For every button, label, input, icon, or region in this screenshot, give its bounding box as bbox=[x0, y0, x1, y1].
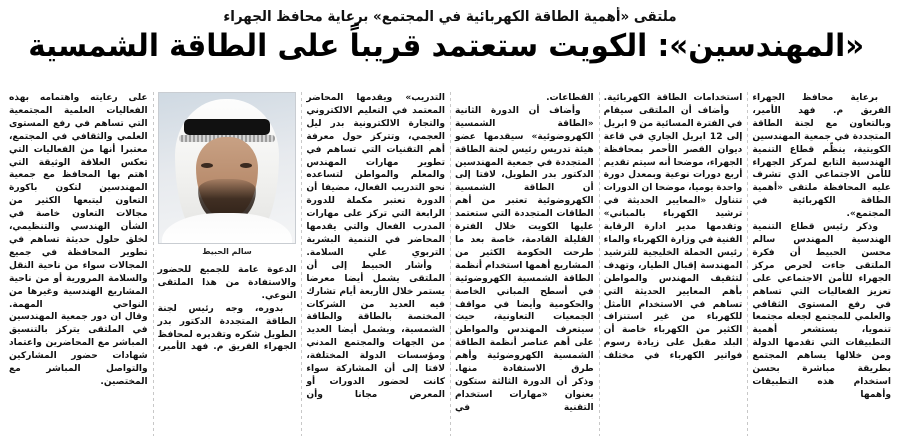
page-title: «المهندسين»: الكويت ستعتمد قريباً على الطاقة الشمسية bbox=[28, 28, 865, 65]
paragraph: الدعوة عامة للجميع للحضور والاستفادة من هذا الملتقى النوعي. bbox=[157, 265, 297, 301]
article-column-2 bbox=[599, 92, 748, 436]
article-column-1 bbox=[747, 92, 896, 436]
eye-right-shape bbox=[240, 163, 252, 168]
headline-block bbox=[0, 0, 900, 69]
portrait-photo bbox=[158, 92, 297, 244]
paragraph: وأضاف أن الدورة الثانية «الطاقة الشمسية الكهروضوئية» سيقدمها عضو هيئة تدريس رئيس لجنة الطاقة المتجددة في جمعية المهندسين الدكتور بدر الطويل، لافتا إلى أن الطاقة الشمسية الكهروضوئية تعتبر من أهم الطاقات المتجددة التي ستعتمد عليها الكويت خلال الفترة القليلة القادمة، خاصة بعد ما طرحت الحكومة الكثير من المشاريع أهمها استخدام أنظمة الطاقة الشمسية الكهروضوئية في أسطح المباني الخاصة والحكومية وأيضا في مواقف الجمعيات التعاونية، حيث سيتعرف المهندس والمواطن على أهم عناصر أنظمة الطاقة الشمسية الكهروضوئية وأهم طرق الاستفادة منها. bbox=[454, 105, 594, 375]
paragraph: وذكر رئيس قطاع التنمية الهندسية المهندس سالم محسن الحبيط أن فكرة الملتقى جاءت لحرص مركز الجهراء للأمن الاجتماعي على تعزيز الفعاليات التي تساهم في رفع المستوى الثقافي والعلمي للمجتمع لجعله مجتمعا تنمويا، يستشعر أهمية التطبيقات التي تقدمها الدولة ومن خلالها يساهم المجتمع بطريقة مباشرة بحسن استخدام هذه التطبيقات وأهمها bbox=[752, 222, 891, 400]
article-column-6 bbox=[4, 92, 153, 436]
paragraph: وأشار الحبيط إلى أن الملتقى يشمل أيضا معرضا يستمر خلال الأربعة أيام تشارك فيه العديد من الشركات المختصة بالطاقة والطاقة الشمسية، ويشمل أيضا العديد من الجهات والمجتمع المدني ومؤسسات الدولة المختلفة، لافتا إلى أن المشاركة سواء كانت لحضور الدورات أو المعرض مجانا وأن bbox=[306, 260, 445, 400]
article-columns bbox=[0, 92, 900, 438]
paragraph: استخدامات الطاقة الكهربائية. bbox=[603, 93, 743, 103]
paragraph: القطاعات. bbox=[546, 93, 594, 103]
paragraph: وقال ان دور جمعية المهندسين في الملتقى يتركز بالتنسيق المباشر مع المحاضرين واعتماد شهادات حضور المشاركين والتواصل المباشر مع المختصين. bbox=[8, 312, 148, 387]
paragraph: وأضاف أن الملتقى سيقام في الفترة المسائية من 9 ابريل إلى 12 ابريل الجاري في قاعة ديوان القصر الأحمر بمحافظة الجهراء، موضحا أنه سيتم تقديم أربع دورات نوعية وبمعدل دورة واحدة يوميا، موضحا ان الدورات تتناول «المعايير الحديثة في ترشيد الكهرباء بالمباني» وتقدمها مدير ادارة الرقابة الفنية في وزارة الكهرباء والماء رئيس الحملة الخليجية للترشيد المهندسة إقبال الطيار، وتهدف لتثقيف المهندس والمواطن بأهم المعايير الحديثة التي تساهم في الاستخدام الأمثل للكهرباء من غير استنزاف الكثير من الكهرباء خاصة أن البلد مقبل على زيادة رسوم فواتير الكهرباء في مختلف bbox=[603, 105, 743, 362]
paragraph: وذكر أن الدورة الثالثة ستكون بعنوان «مهارات استخدام التقنية في bbox=[454, 376, 594, 413]
article-kicker: ملتقى «أهمية الطاقة الكهربائية في المجتمع» برعاية محافظ الجهراء bbox=[223, 9, 677, 25]
paragraph: بدوره، وجه رئيس لجنة الطاقة المتجددة الدكتور بدر الطويل شكره وتقديره لمحافظ الجهراء الفريق م. فهد الأمير، bbox=[157, 303, 297, 353]
paragraph: على رعايته واهتمامه بهذه الفعاليات العلمية المجتمعية التي تساهم في رفع المستوى العلمي والثقافي في المجتمع، معتبرا أنها من الفعاليات التي تعكس العلاقة الوثيقة التي اهتم بها المحافظ مع جمعية المهندسين لتكون باكورة التعاون ليتبعها الكثير من مجالات التعاون خاصة في الشأن الهندسي والتنظيمي، لخلق حلول حديثة تساهم في تطوير المحافظة في جميع المجالات سواء من ناحية النقل والسلامة المرورية أو من ناحية المشاريع الهندسية وغيرها من النواحي المهمة. bbox=[8, 93, 148, 310]
article-column-5 bbox=[153, 92, 302, 436]
agal-band-shape bbox=[184, 119, 270, 135]
article-column-3 bbox=[450, 92, 599, 436]
paragraph: برعاية محافظ الجهراء الفريق م. فهد الأمير، وبالتعاون مع لجنة الطاقة المتجددة في جمعية المهندسين الكويتية، ينظّم قطاع التنمية الهندسية التابع لمركز الجهراء للأمن الاجتماعي الذي تشرف عليه المحافظة ملتقى «أهمية الطاقة الكهربائية في المجتمع». bbox=[752, 93, 891, 220]
paragraph: التدريب» ويقدمها المحاضر المعتمد في التعليم الالكتروني والتجارة الالكترونية بدر ليل العجمي، وتتركز حول معرفة أهم التقنيات التي تساهم في تطوير مهارات المهندس والمعلم والمواطن لتساعده نحو التدريب الفعال، مضيفا أن الدورة تعتبر مكملة للدورة الرابعة التي تركز على مهارات المدرب الفعال والتي يقدمها المحاضر في التنمية البشرية التربوي علي السلامة. bbox=[306, 93, 445, 258]
photo-caption: سالم الحبيط bbox=[202, 247, 252, 256]
eye-left-shape bbox=[201, 163, 213, 168]
article-column-4 bbox=[301, 92, 450, 436]
photo-wrap bbox=[158, 92, 297, 256]
garment-shape bbox=[162, 213, 292, 243]
